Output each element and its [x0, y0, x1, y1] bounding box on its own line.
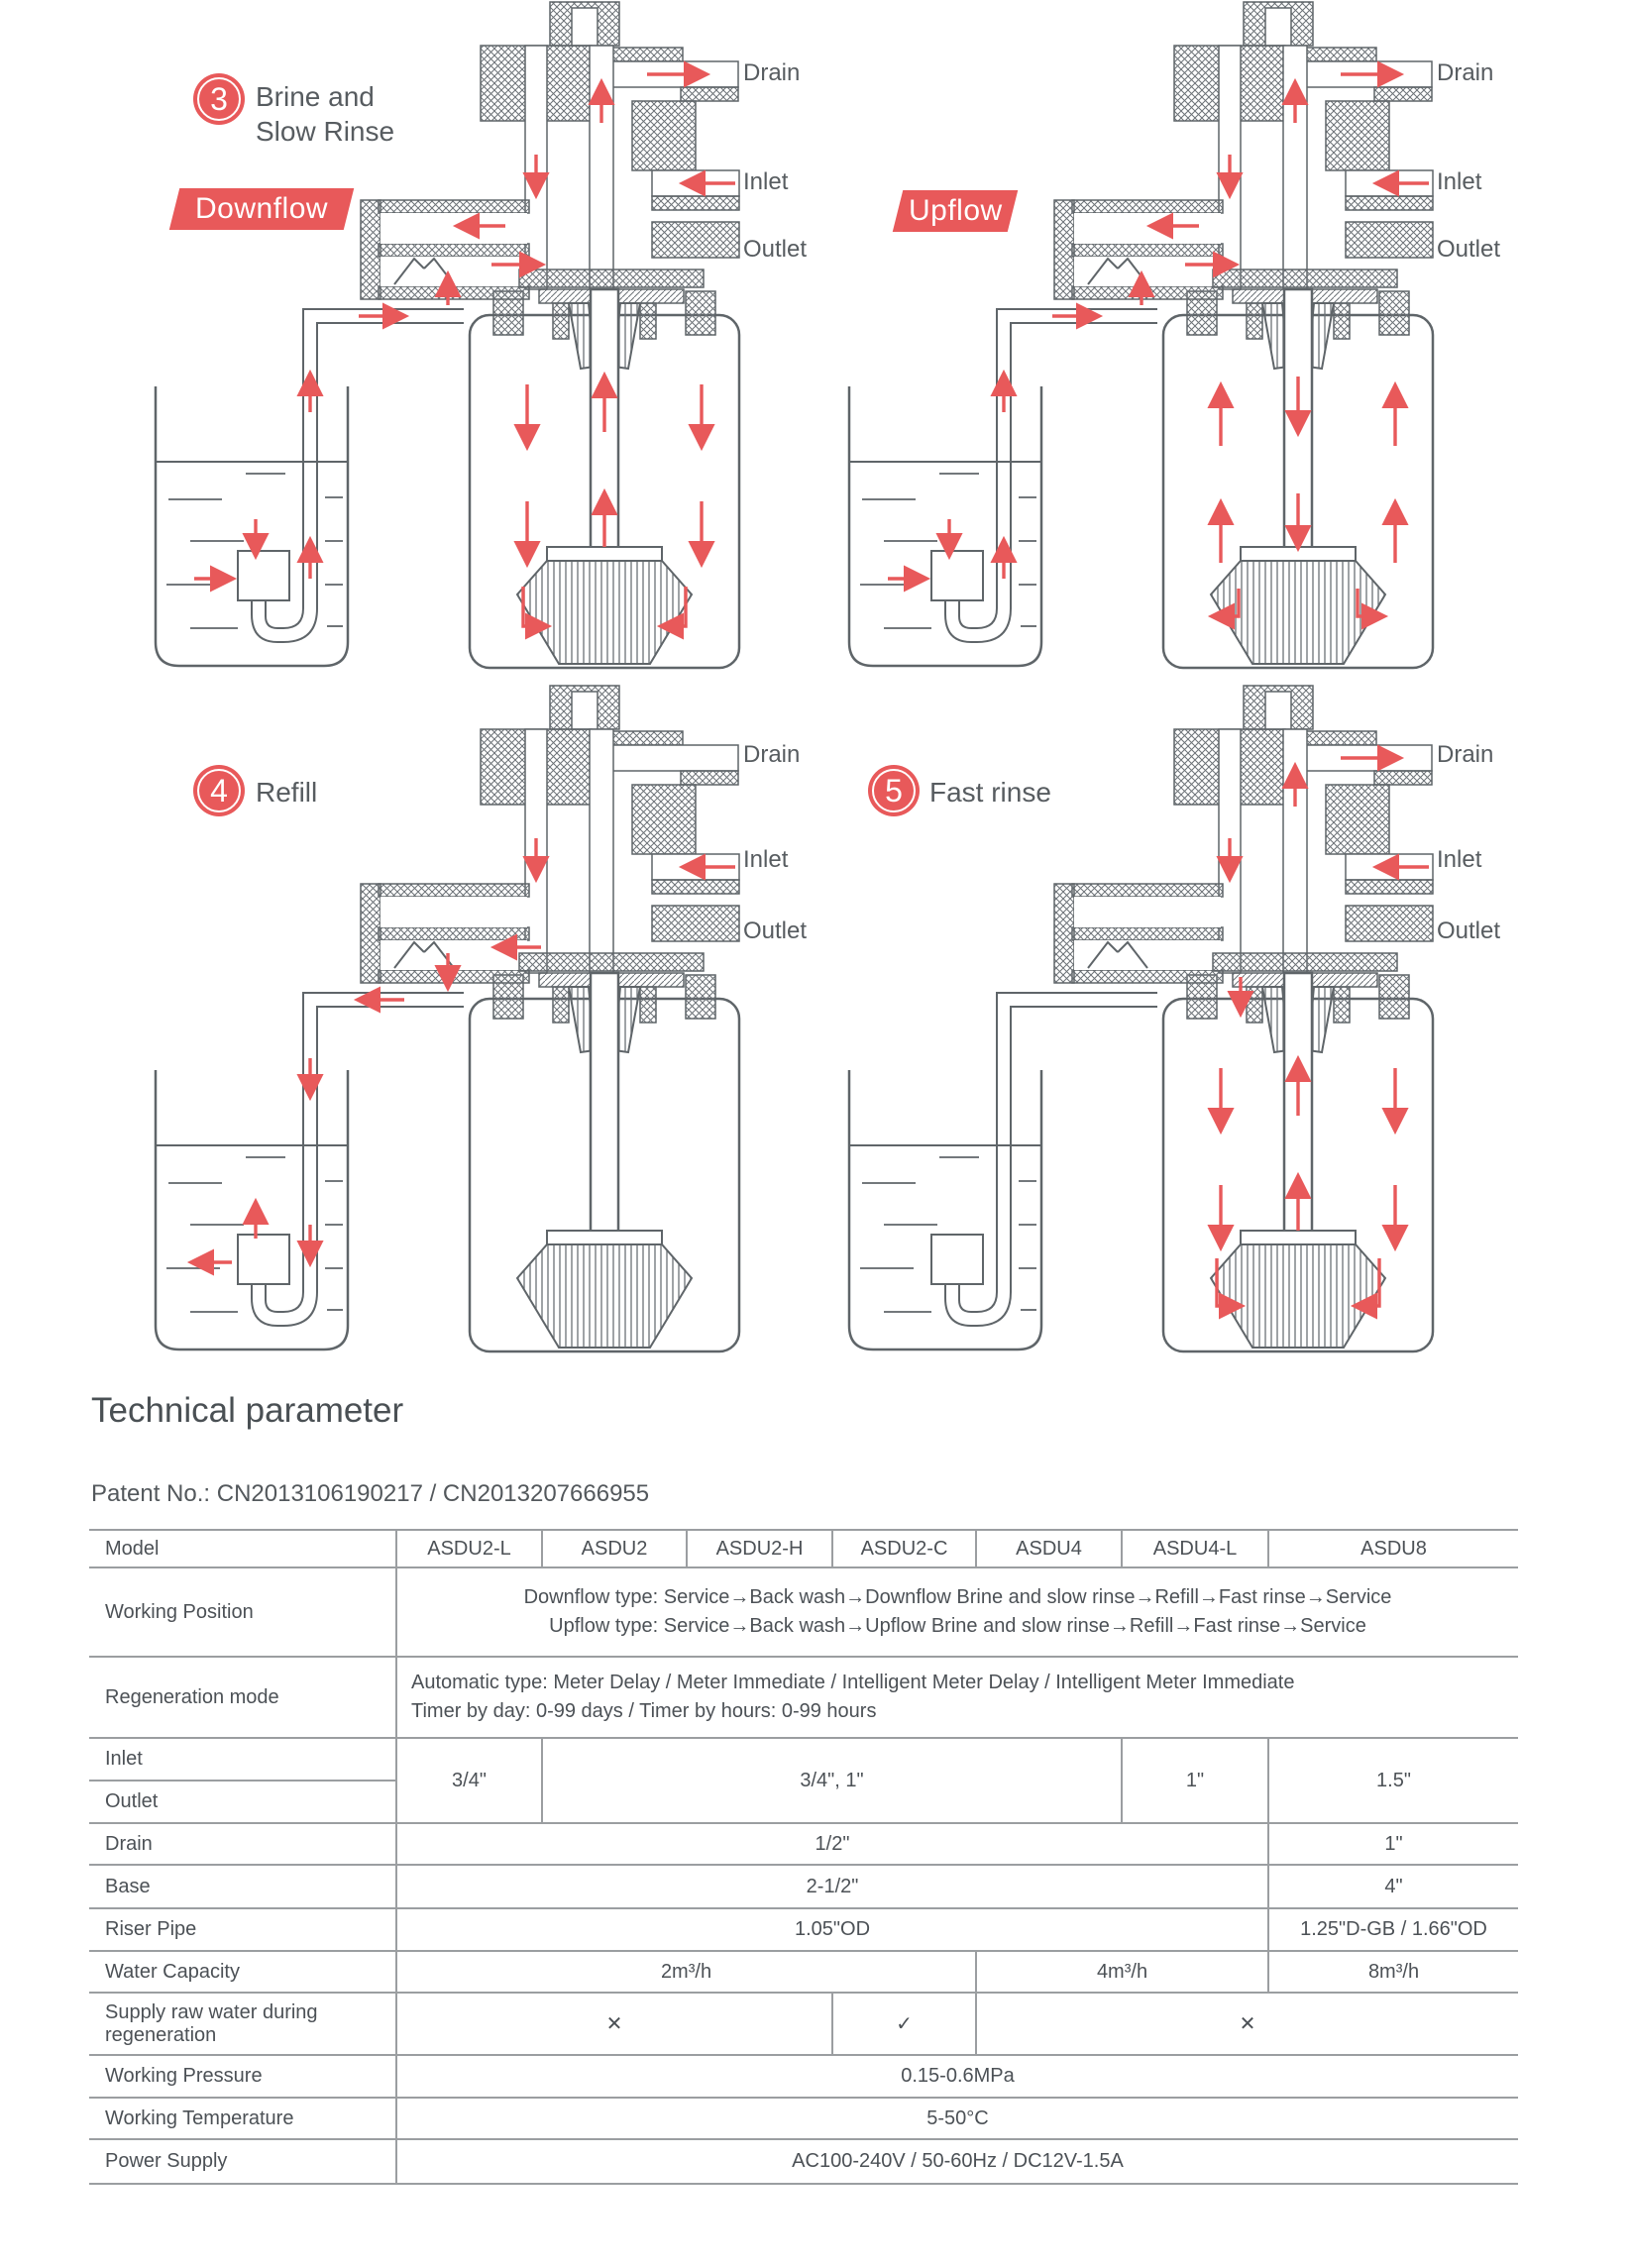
model-asdu2-c: ASDU2-C: [832, 1530, 976, 1567]
table-row-water-capacity: [89, 1951, 1518, 1993]
table-row-supply-raw-water: [89, 1993, 1518, 2055]
water-capacity-2: 4m³/h: [976, 1951, 1268, 1993]
outlet-label: Outlet: [743, 918, 808, 944]
drain-label: Drain: [1437, 741, 1494, 768]
stage-number-badge: [193, 765, 245, 816]
drain-size-1: 1/2": [396, 1823, 1268, 1865]
working-temperature-row-label: Working Temperature: [89, 2098, 396, 2139]
table-row-working-position: [89, 1567, 1518, 1657]
working-position-label: Working Position: [89, 1567, 396, 1657]
table-row-regeneration-mode: [89, 1657, 1518, 1738]
drain-label: Drain: [1437, 59, 1494, 86]
supply-cross-icon-1: ✕: [396, 1993, 832, 2055]
stage-number: 5: [885, 772, 903, 809]
table-row-model: [89, 1530, 1518, 1567]
model-label: Model: [89, 1530, 396, 1567]
model-asdu2-l: ASDU2-L: [396, 1530, 542, 1567]
outlet-label: Outlet: [743, 236, 808, 263]
inlet-outlet-size-2: 3/4", 1": [542, 1738, 1122, 1823]
inlet-label: Inlet: [1437, 846, 1482, 873]
outlet-label: Outlet: [1437, 918, 1501, 944]
upflow-banner: Upflow: [893, 190, 1018, 232]
water-capacity-3: 8m³/h: [1268, 1951, 1518, 1993]
drain-size-2: 1": [1268, 1823, 1518, 1865]
inlet-outlet-size-4: 1.5": [1268, 1738, 1518, 1823]
model-asdu4: ASDU4: [976, 1530, 1122, 1567]
supply-raw-water-row-label: Supply raw water during regeneration: [89, 1993, 396, 2055]
regeneration-mode-label: Regeneration mode: [89, 1657, 396, 1738]
technical-parameter-table: [89, 1529, 1518, 2185]
table-row-base: [89, 1865, 1518, 1908]
drain-label: Drain: [743, 741, 801, 768]
drain-row-label: Drain: [89, 1823, 396, 1865]
diagram-brine-slow-rinse-upflow: [849, 2, 1433, 668]
patent-number: Patent No.: CN2013106190217 / CN2013207666955: [91, 1480, 650, 1507]
riser-pipe-row-label: Riser Pipe: [89, 1908, 396, 1951]
table-row-drain: [89, 1823, 1518, 1865]
stage-number: 4: [210, 772, 228, 809]
power-supply-row-label: Power Supply: [89, 2139, 396, 2184]
stage-number-badge: [193, 73, 245, 125]
inlet-label: Inlet: [743, 168, 789, 195]
working-temperature-value: 5-50°C: [396, 2098, 1518, 2139]
outlet-row-label: Outlet: [89, 1781, 396, 1823]
riser-pipe-size-2: 1.25"D-GB / 1.66"OD: [1268, 1908, 1518, 1951]
model-asdu2-h: ASDU2-H: [687, 1530, 832, 1567]
drain-label: Drain: [743, 59, 801, 86]
supply-check-icon: ✓: [832, 1993, 976, 2055]
inlet-label: Inlet: [1437, 168, 1482, 195]
model-asdu8: ASDU8: [1268, 1530, 1518, 1567]
stage-number-badge: [868, 765, 920, 816]
inlet-outlet-size-3: 1": [1122, 1738, 1268, 1823]
working-pressure-value: 0.15-0.6MPa: [396, 2055, 1518, 2098]
riser-pipe-size-1: 1.05"OD: [396, 1908, 1268, 1951]
inlet-row-label: Inlet: [89, 1738, 396, 1781]
model-asdu4-l: ASDU4-L: [1122, 1530, 1268, 1567]
stage-title: Fast rinse: [929, 777, 1051, 808]
inlet-outlet-size-1: 3/4": [396, 1738, 542, 1823]
stage-number: 3: [210, 80, 228, 117]
downflow-banner: Downflow: [169, 188, 354, 230]
section-title: Technical parameter: [91, 1391, 404, 1430]
stage-title: Brine and Slow Rinse: [256, 81, 395, 147]
base-size-2: 4": [1268, 1865, 1518, 1908]
table-row-inlet: [89, 1738, 1518, 1781]
water-capacity-1: 2m³/h: [396, 1951, 976, 1993]
stage-title: Refill: [256, 777, 318, 808]
base-size-1: 2-1/2": [396, 1865, 1268, 1908]
regeneration-mode-value: Automatic type: Meter Delay / Meter Immediate / Intelligent Meter Delay / Intelligent Meter Immediate Timer by day: 0-99 days / Timer by hours: 0-99 hours: [396, 1657, 1518, 1738]
outlet-label: Outlet: [1437, 236, 1501, 263]
table-row-power-supply: [89, 2139, 1518, 2184]
model-asdu2: ASDU2: [542, 1530, 687, 1567]
power-supply-value: AC100-240V / 50-60Hz / DC12V-1.5A: [396, 2139, 1518, 2184]
table-row-working-temperature: [89, 2098, 1518, 2139]
working-position-value: Downflow type: Service→Back wash→Downflow Brine and slow rinse→Refill→Fast rinse→Service Upflow type: Service→Back wash→Upflow Brine and slow rinse→Refill→Fast rinse→Service: [396, 1567, 1518, 1657]
supply-cross-icon-2: ✕: [976, 1993, 1518, 2055]
working-pressure-row-label: Working Pressure: [89, 2055, 396, 2098]
water-capacity-row-label: Water Capacity: [89, 1951, 396, 1993]
table-row-working-pressure: [89, 2055, 1518, 2098]
inlet-label: Inlet: [743, 846, 789, 873]
base-row-label: Base: [89, 1865, 396, 1908]
table-row-riser-pipe: [89, 1908, 1518, 1951]
